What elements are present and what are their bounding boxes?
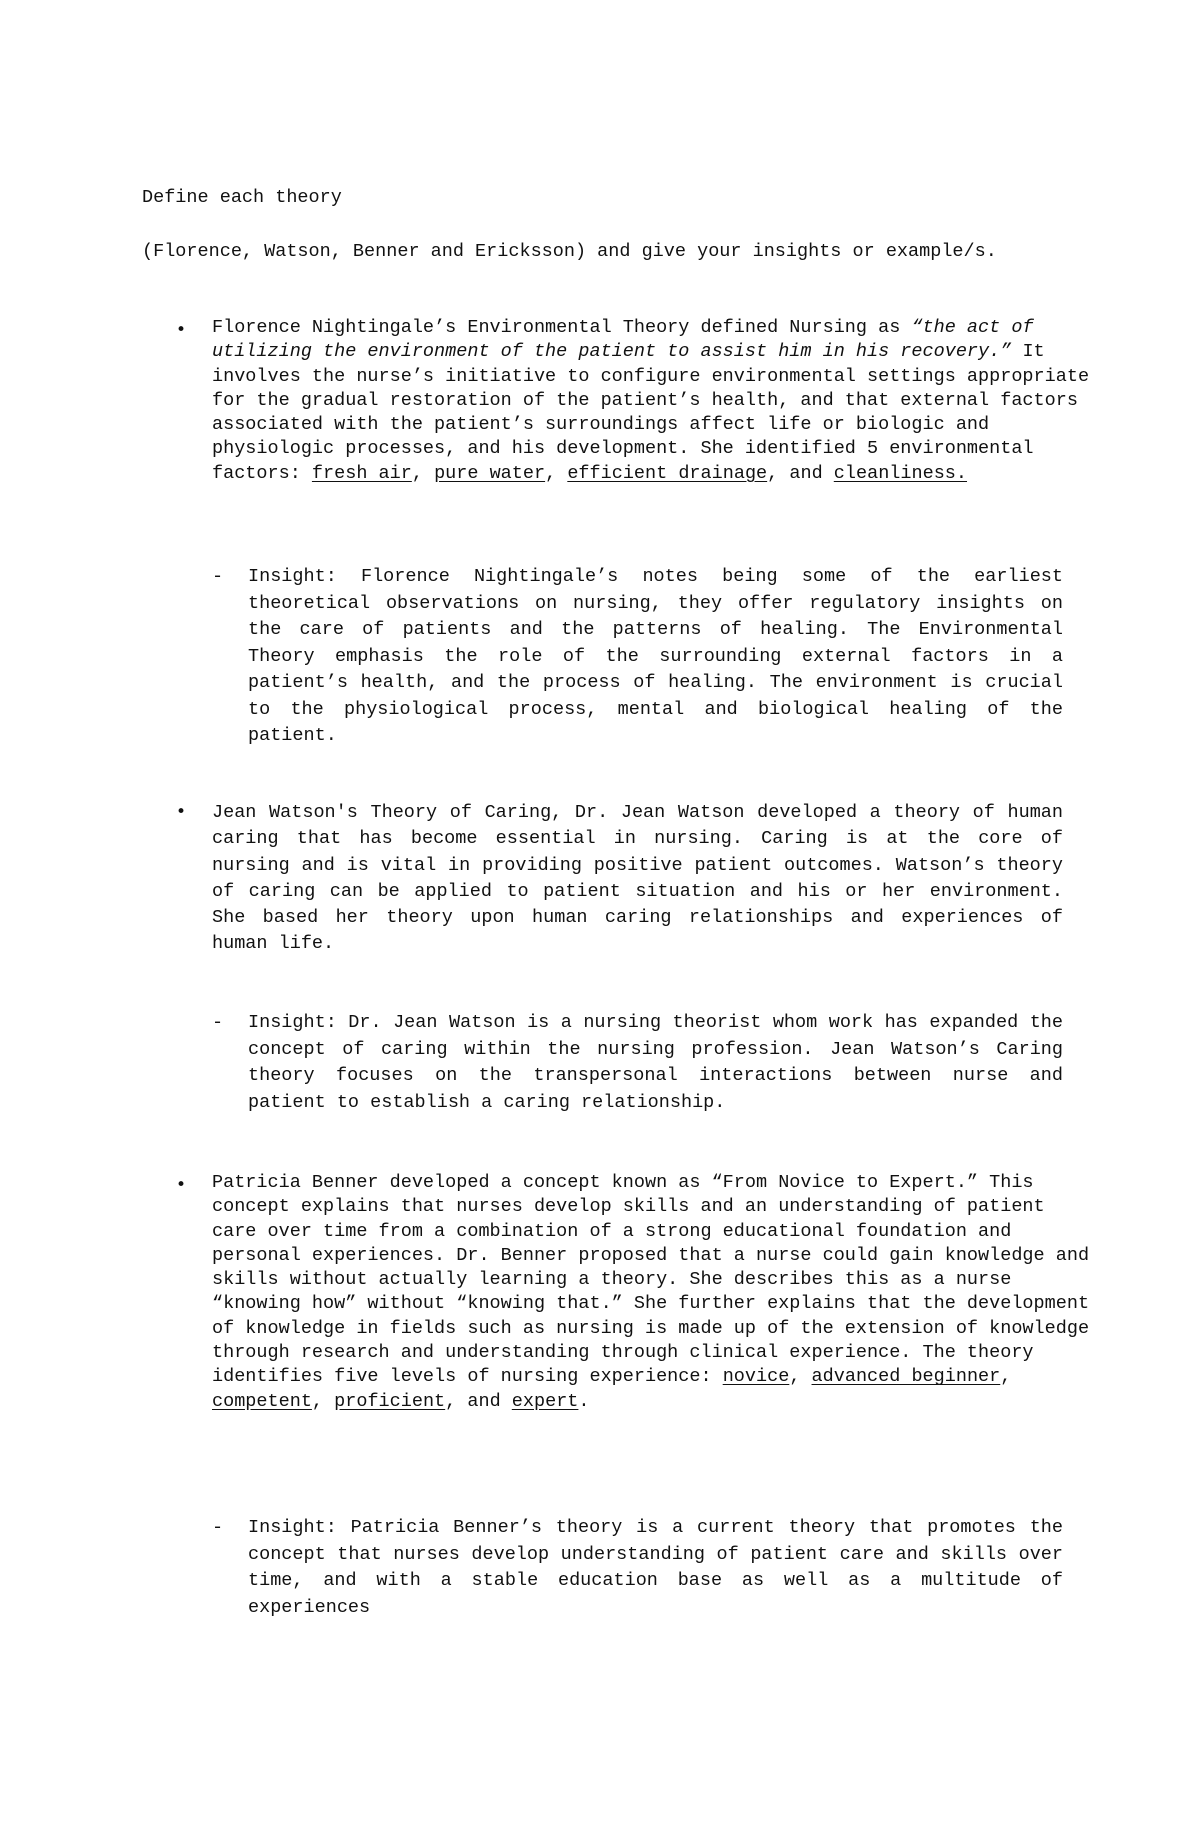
- sentence-end: .: [578, 1390, 590, 1412]
- separator: ,: [411, 462, 435, 484]
- level-advanced-beginner: advanced beginner: [811, 1366, 1001, 1388]
- factor-cleanliness: cleanliness.: [833, 462, 968, 484]
- separator: ,: [311, 1390, 335, 1412]
- benner-insight: Insight: Patricia Benner’s theory is a current theory that promotes the concept that nurses develop understanding of patient care and skills over time, and with a stable education base as well as a multitude of experiences: [248, 1517, 1063, 1618]
- watson-insight: Insight: Dr. Jean Watson is a nursing theorist whom work has expanded the concept of caring within the nursing profession. Jean Watson’s Caring theory focuses on the transpersonal interactions between nurse and patient to establish a caring relationship.: [248, 1012, 1063, 1113]
- separator: ,: [1000, 1366, 1012, 1388]
- florence-definition: [212, 316, 1092, 486]
- page-title: Define each theory: [142, 187, 342, 208]
- florence-quote: “the act of utilizing the environment of the patient to assist him in his recovery.”: [212, 317, 1034, 363]
- separator: , and: [445, 1390, 512, 1412]
- separator: ,: [789, 1366, 812, 1388]
- florence-insight: Insight: Florence Nightingale’s notes being some of the earliest theoretical observations on nursing, they offer regulatory insights on the care of patients and the patterns of healing. The Environmental Theory emphasis the role of the surrounding external factors in a patient’s health, and the process of healing. The environment is crucial to the physiological process, mental and biological healing of the patient.: [248, 566, 1063, 746]
- factor-efficient-drainage: efficient drainage: [567, 462, 768, 484]
- dash-icon: -: [212, 1012, 224, 1033]
- level-expert: expert: [511, 1390, 579, 1412]
- separator: ,: [545, 462, 568, 484]
- level-proficient: proficient: [334, 1390, 446, 1412]
- factor-pure-water: pure water: [434, 462, 546, 484]
- florence-intro-text: Florence Nightingale’s Environmental Theory defined Nursing as: [212, 317, 901, 338]
- level-novice: novice: [722, 1366, 790, 1388]
- bullet-icon: •: [176, 320, 187, 340]
- florence-body-text: It involves the nurse’s initiative to configure environmental settings appropriate for the gradual restoration of the patient’s health, and that external factors associated with the patient’s surroundings affect life or biologic and physiologic processes, and his development. She identified 5 environmental factors:: [212, 341, 1090, 484]
- dash-icon: -: [212, 1517, 224, 1538]
- bullet-icon: •: [176, 802, 187, 822]
- benner-definition: [212, 1171, 1092, 1414]
- factor-fresh-air: fresh air: [311, 462, 412, 484]
- level-competent: competent: [212, 1390, 312, 1412]
- dash-icon: -: [212, 566, 224, 587]
- bullet-icon: •: [176, 1175, 187, 1195]
- benner-body-text: Patricia Benner developed a concept known as “From Novice to Expert.” This concept explains that nurses develop skills and an understanding of patient care over time from a combination of a strong educational foundation and personal experiences. Dr. Benner proposed that a nurse could gain knowledge and skills without actually learning a theory. She describes this as a nurse “knowing how” without “knowing that.” She further explains that the development of knowledge in fields such as nursing is made up of the extension of knowledge through research and understanding through clinical experience. The theory identifies five levels of nursing experience:: [212, 1172, 1090, 1388]
- intro-paragraph: (Florence, Watson, Benner and Ericksson) and give your insights or example/s.: [142, 241, 997, 262]
- separator: , and: [767, 462, 834, 484]
- watson-definition: Jean Watson's Theory of Caring, Dr. Jean Watson developed a theory of human caring that has become essential in nursing. Caring is at the core of nursing and is vital in providing positive patient outcomes. Watson’s theory of caring can be applied to patient situation and his or her environment. She based her theory upon human caring relationships and experiences of human life.: [212, 802, 1063, 955]
